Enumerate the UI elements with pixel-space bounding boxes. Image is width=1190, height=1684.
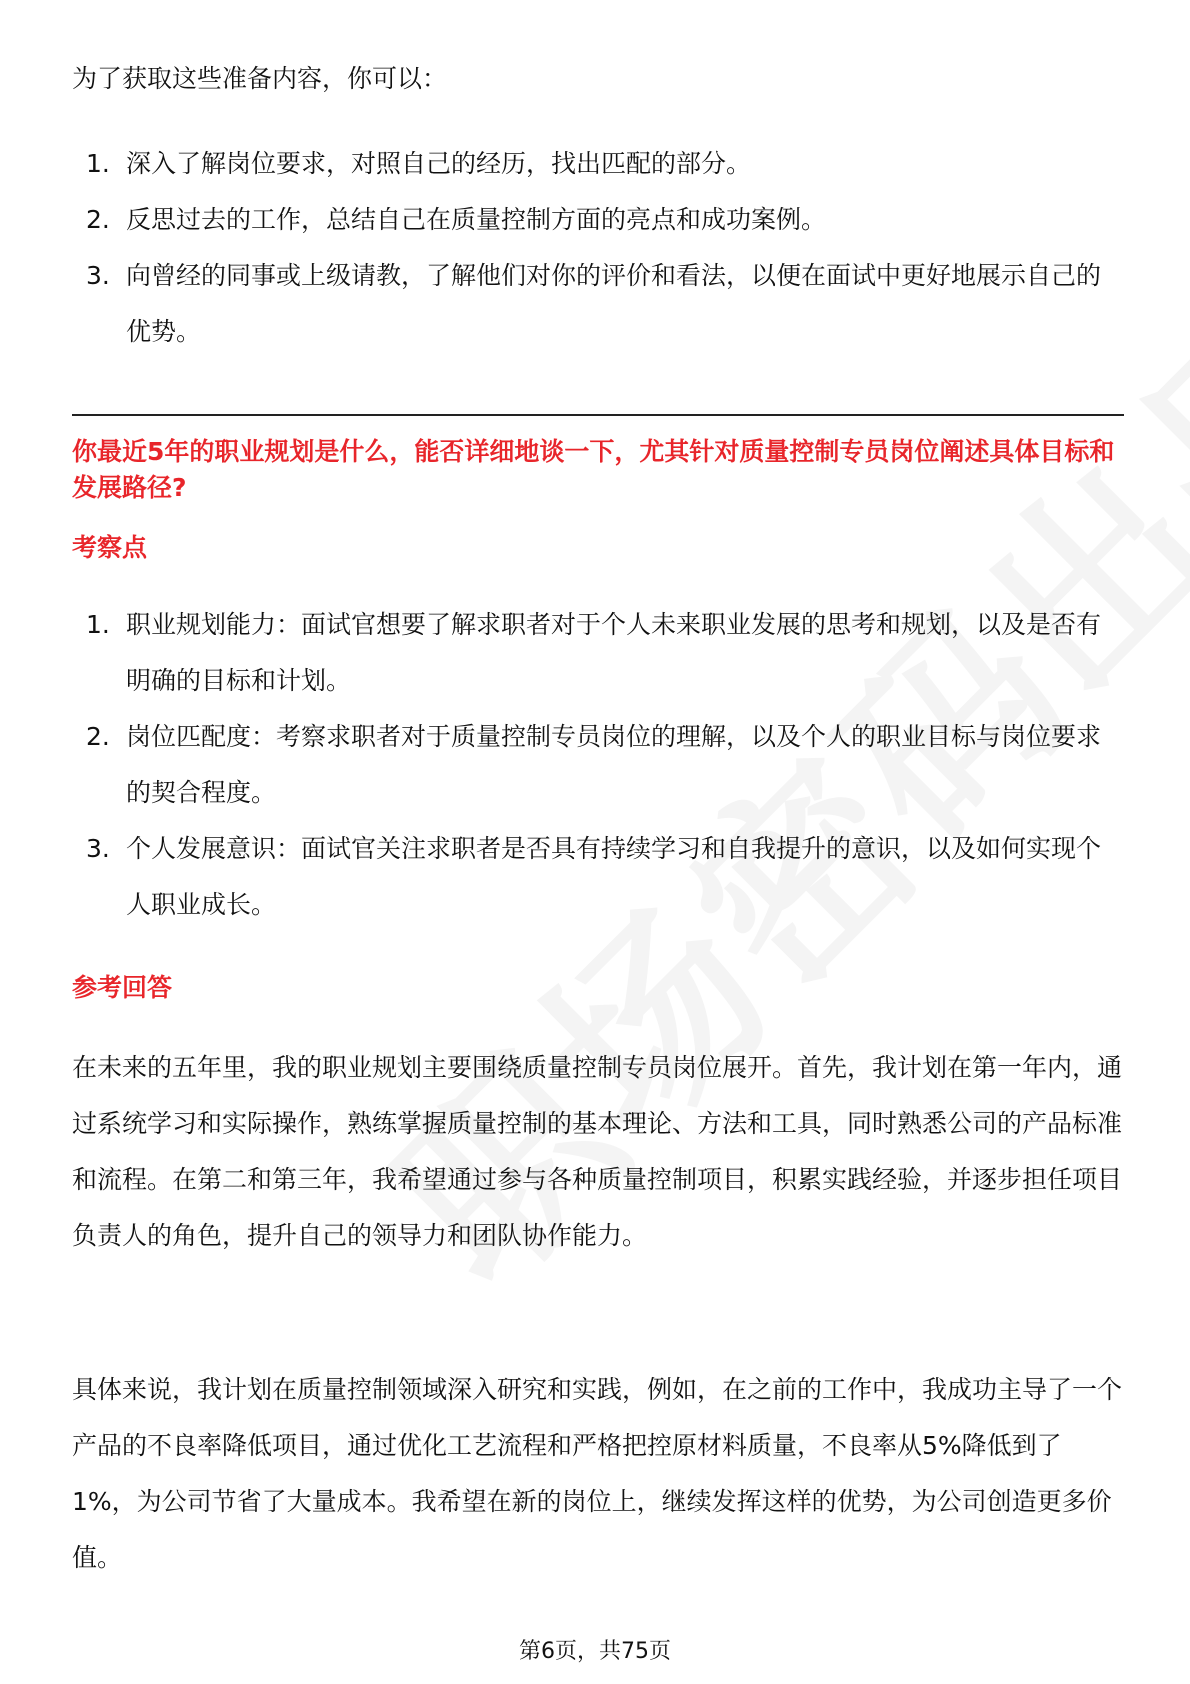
list-item-text: 深入了解岗位要求，对照自己的经历，找出匹配的部分。 xyxy=(126,149,752,178)
list-number: 2. xyxy=(86,722,110,751)
prep-list xyxy=(86,136,1116,360)
list-number: 1. xyxy=(86,149,110,178)
section-divider xyxy=(72,414,1124,416)
list-item xyxy=(86,709,1116,821)
list-item xyxy=(86,821,1116,933)
assessment-points-list xyxy=(86,597,1116,933)
list-item xyxy=(86,248,1116,360)
list-item-text: 岗位匹配度：考察求职者对于质量控制专员岗位的理解，以及个人的职业目标与岗位要求的契合程度。 xyxy=(126,722,1102,807)
list-item-text: 反思过去的工作，总结自己在质量控制方面的亮点和成功案例。 xyxy=(126,205,827,234)
list-item-text: 个人发展意识：面试官关注求职者是否具有持续学习和自我提升的意识，以及如何实现个人职业成长。 xyxy=(126,834,1102,919)
list-number: 2. xyxy=(86,205,110,234)
list-item xyxy=(86,136,1116,192)
answer-paragraph: 具体来说，我计划在质量控制领域深入研究和实践，例如，在之前的工作中，我成功主导了一个产品的不良率降低项目，通过优化工艺流程和严格把控原材料质量，不良率从5%降低到了1%，为公司节省了大量成本。我希望在新的岗位上，继续发挥这样的优势，为公司创造更多价值。 xyxy=(72,1375,1123,1572)
list-item-text: 职业规划能力：面试官想要了解求职者对于个人未来职业发展的思考和规划，以及是否有明确的目标和计划。 xyxy=(126,610,1102,695)
list-item-text: 向曾经的同事或上级请教，了解他们对你的评价和看法，以便在面试中更好地展示自己的优势。 xyxy=(126,261,1102,346)
page-footer: 第6页，共75页 xyxy=(519,1639,671,1664)
question-heading: 你最近5年的职业规划是什么，能否详细地谈一下，尤其针对质量控制专员岗位阐述具体目标和发展路径? xyxy=(72,437,1115,502)
list-number: 1. xyxy=(86,610,110,639)
answer-paragraph: 在未来的五年里，我的职业规划主要围绕质量控制专员岗位展开。首先，我计划在第一年内，通过系统学习和实际操作，熟练掌握质量控制的基本理论、方法和工具，同时熟悉公司的产品标准和流程。在第二和第三年，我希望通过参与各种质量控制项目，积累实践经验，并逐步担任项目负责人的角色，提升自己的领导力和团队协作能力。 xyxy=(72,1053,1123,1250)
intro-text: 为了获取这些准备内容，你可以： xyxy=(72,64,448,93)
list-number: 3. xyxy=(86,261,110,290)
assessment-points-heading: 考察点 xyxy=(72,533,148,562)
reference-answer-heading: 参考回答 xyxy=(72,973,173,1002)
list-number: 3. xyxy=(86,834,110,863)
list-item xyxy=(86,597,1116,709)
list-item xyxy=(86,192,1116,248)
